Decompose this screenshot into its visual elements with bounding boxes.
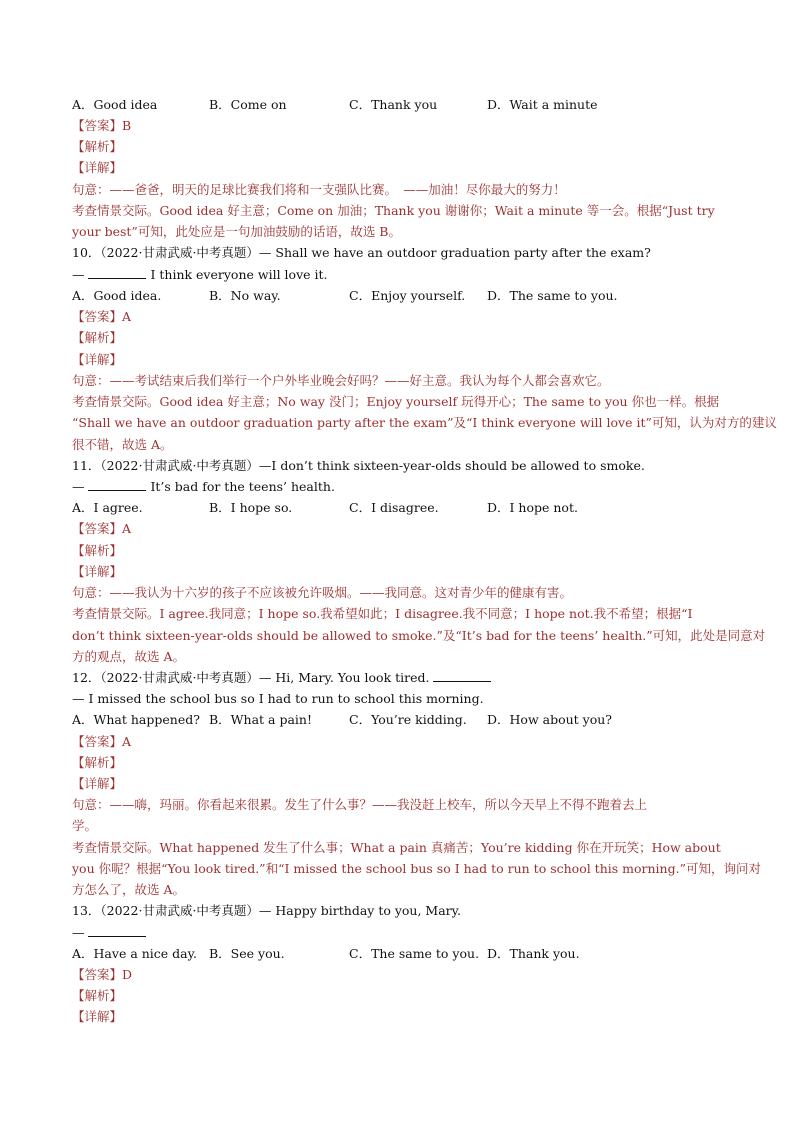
q13-option-a: A．Have a nice day. <box>72 946 197 961</box>
q10-analysis-label: 【解析】 <box>72 330 123 345</box>
q13-option-c: C．The same to you. <box>349 946 480 961</box>
q10-reply-prefix: — <box>72 267 89 282</box>
q9-option-a: A．Good idea <box>72 97 158 112</box>
q11-detail-label: 【详解】 <box>72 564 123 579</box>
q13-stem: 13．（2022·甘肃武威·中考真题）— Happy birthday to you, Mary. <box>72 903 462 918</box>
q11-option-c: C．I disagree. <box>349 500 439 515</box>
q11-stem: 11．（2022·甘肃武威·中考真题）—I don’t think sixteen-year-olds should be allowed to smoke. <box>72 458 645 473</box>
q11-option-a: A．I agree. <box>72 500 143 515</box>
q9-explanation-line: 句意：——爸爸，明天的足球比赛我们将和一支强队比赛。 ——加油！尽你最大的努力！ <box>72 182 566 197</box>
q13-answer: 【答案】D <box>72 967 133 982</box>
q11-answer-blank <box>88 478 146 491</box>
q10-stem: 10．（2022·甘肃武威·中考真题）— Shall we have an outdoor graduation party after the exam? <box>72 245 651 260</box>
q10-explanation-line: 考查情景交际。Good idea 好主意；No way 没门；Enjoy yourself 玩得开心；The same to you 你也一样。根据 <box>72 394 720 409</box>
q9-option-b: B．Come on <box>209 97 287 112</box>
q13-option-d: D．Thank you. <box>487 946 580 961</box>
q13-detail-label: 【详解】 <box>72 1009 123 1024</box>
q12-option-a: A．What happened? <box>72 712 200 727</box>
q10-option-a: A．Good idea. <box>72 288 162 303</box>
q12-analysis-label: 【解析】 <box>72 755 123 770</box>
q11-reply-prefix: — <box>72 479 89 494</box>
q12-stem-reply: — I missed the school bus so I had to run to school this morning. <box>72 691 484 706</box>
q12-explanation-line: 句意：——嗨，玛丽。你看起来很累。发生了什么事？——我没赶上校车，所以今天早上不得不跑着去上 <box>72 797 648 812</box>
q11-explanation-line: 考查情景交际。I agree.我同意；I hope so.我希望如此；I disagree.我不同意；I hope not.我不希望；根据“I <box>72 606 693 621</box>
q12-answer-blank <box>433 669 491 682</box>
q10-detail-label: 【详解】 <box>72 352 123 367</box>
q11-explanation-line: 句意：——我认为十六岁的孩子不应该被允许吸烟。——我同意。这对青少年的健康有害。 <box>72 585 573 600</box>
q12-explanation-line: 方怎么了，故选 A。 <box>72 882 186 897</box>
q13-answer-blank <box>88 924 146 937</box>
q12-option-b: B．What a pain! <box>209 712 312 727</box>
q12-explanation-line: 考查情景交际。What happened 发生了什么事；What a pain 真痛苦；You’re kidding 你在开玩笑；How about <box>72 840 721 855</box>
q13-reply-prefix: — <box>72 925 89 940</box>
q12-explanation-line: you 你呢？根据“You look tired.”和“I missed the school bus so I had to run to school this morning.”可知，询问对 <box>72 861 761 876</box>
q9-analysis-label: 【解析】 <box>72 139 123 154</box>
q9-option-c: C．Thank you <box>349 97 438 112</box>
q10-answer-blank <box>88 266 146 279</box>
q10-explanation-line: “Shall we have an outdoor graduation party after the exam”及“I think everyone will love it”可知，认为对方的建议 <box>72 415 777 430</box>
q11-answer: 【答案】A <box>72 521 132 536</box>
q10-option-c: C．Enjoy yourself. <box>349 288 466 303</box>
q12-option-c: C．You’re kidding. <box>349 712 467 727</box>
q12-explanation-line: 学。 <box>72 818 98 833</box>
q9-answer: 【答案】B <box>72 118 132 133</box>
q12-answer: 【答案】A <box>72 734 132 749</box>
q11-reply-suffix: It’s bad for the teens’ health. <box>146 479 335 494</box>
q13-option-b: B．See you. <box>209 946 285 961</box>
q11-analysis-label: 【解析】 <box>72 543 123 558</box>
q13-analysis-label: 【解析】 <box>72 988 123 1003</box>
q10-option-d: D．The same to you. <box>487 288 618 303</box>
q11-explanation-line: don’t think sixteen-year-olds should be allowed to smoke.”及“It’s bad for the teens’ health.”可知，此处是同意对 <box>72 628 766 643</box>
q12-stem <box>72 669 491 687</box>
q9-explanation-line: 考查情景交际。Good idea 好主意；Come on 加油；Thank you 谢谢你；Wait a minute 等一会。根据“Just try <box>72 203 715 218</box>
q12-stem-text: 12．（2022·甘肃武威·中考真题）— Hi, Mary. You look tired. <box>72 670 434 685</box>
q10-explanation-line: 很不错，故选 A。 <box>72 437 173 452</box>
q10-answer: 【答案】A <box>72 309 132 324</box>
q10-explanation-line: 句意：——考试结束后我们举行一个户外毕业晚会好吗？——好主意。我认为每个人都会喜欢它。 <box>72 373 610 388</box>
q11-option-d: D．I hope not. <box>487 500 578 515</box>
q10-stem-reply <box>72 266 328 284</box>
q11-option-b: B．I hope so. <box>209 500 293 515</box>
q9-explanation-line: your best”可知，此处应是一句加油鼓励的话语，故选 B。 <box>72 224 401 239</box>
q10-reply-suffix: I think everyone will love it. <box>146 267 328 282</box>
q11-stem-reply <box>72 478 335 496</box>
q12-detail-label: 【详解】 <box>72 776 123 791</box>
q9-detail-label: 【详解】 <box>72 160 123 175</box>
q13-stem-reply <box>72 924 146 942</box>
q9-option-d: D．Wait a minute <box>487 97 598 112</box>
q12-option-d: D．How about you? <box>487 712 612 727</box>
q10-option-b: B．No way. <box>209 288 281 303</box>
q11-explanation-line: 方的观点，故选 A。 <box>72 649 186 664</box>
